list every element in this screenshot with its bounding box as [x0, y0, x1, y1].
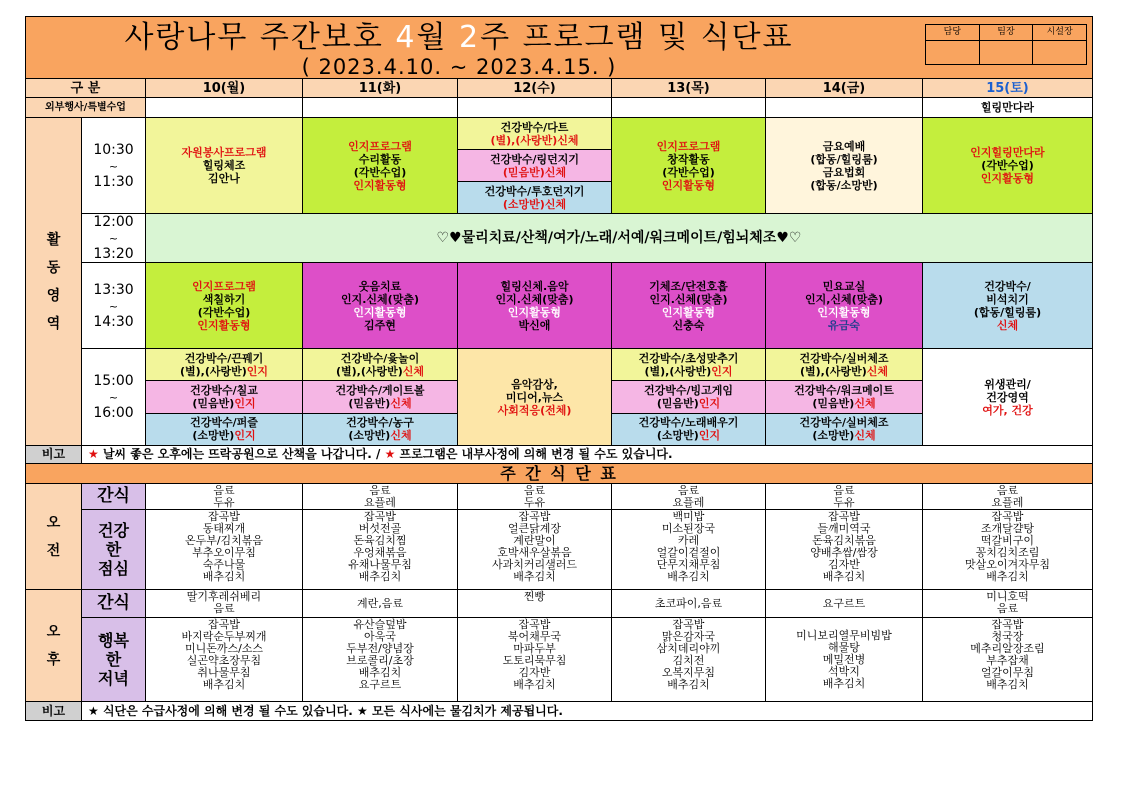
- am-snack-label: 간식: [82, 484, 146, 510]
- slot3-tue: 웃음치료 인지.신체(맞춤) 인지활동형 김주현: [303, 263, 458, 349]
- slot3-sat: 건강박수/ 비석치기 (합동/힐링룸) 신체: [923, 263, 1093, 349]
- lunch-tue: 잡곡밥 버섯전골 돈육김치찜 우엉채볶음 유채나물무침 배추김치: [303, 510, 458, 590]
- day-header: 11(화): [303, 79, 458, 98]
- day-header: 10(월): [146, 79, 303, 98]
- slot1-thu: 인지프로그램 창작활동 (각반수업) 인지활동형: [612, 118, 766, 214]
- am-snack-tue: 음료 요플레: [303, 484, 458, 510]
- am-snack-thu: 음료 요플레: [612, 484, 766, 510]
- sign-label: 담당: [926, 25, 980, 41]
- schedule-table: [25, 16, 1093, 721]
- time-slot-3: 13:30 ~ 14:30: [82, 263, 146, 349]
- page-title: 사랑나무 주간보호 4월 2주 프로그램 및 식단표: [124, 20, 794, 55]
- lunch-sat: 잡곡밥 조개달걀탕 떡갈비구이 꽁치김치조림 맛살오이겨자무침 배추김치: [923, 510, 1093, 590]
- pm-snack-mon: 딸기후레쉬베리 음료: [146, 590, 303, 618]
- note-label: 비고: [26, 446, 82, 464]
- day-header: 14(금): [766, 79, 923, 98]
- slot1-mon: 자원봉사프로그램 힐링체조 김안나: [146, 118, 303, 214]
- slot3-mon: 인지프로그램 색칠하기 (각반수업) 인지활동형: [146, 263, 303, 349]
- category-header: 구 분: [26, 79, 146, 98]
- time-slot-4: 15:00 ~ 16:00: [82, 349, 146, 446]
- activity-label: 활 동 영 역: [26, 118, 82, 446]
- slot4-wed: 음악감상, 미디어,뉴스 사회적응(전체): [458, 349, 612, 446]
- slot4-mon: 건강박수/끈꿰기 (별),(사랑반)인지 건강박수/칠교 (믿음반)인지 건강박수/퍼즐 (소망반)인지: [146, 349, 303, 446]
- slot1-fri: 금요예배 (합동/힐링룸) 금요법회 (합동/소망반): [766, 118, 923, 214]
- slot1-tue: 인지프로그램 수리활동 (각반수업) 인지활동형: [303, 118, 458, 214]
- dinner-tue: 유산슬덮밥 아욱국 두부전/양념장 브로콜리/초장 배추김치 요구르트: [303, 618, 458, 702]
- sign-box[interactable]: [979, 41, 1033, 65]
- slot4-thu: 건강박수/초성맞추기 (별),(사랑반)인지 건강박수/빙고게임 (믿음반)인지 건강박수/노래배우기 (소망반)인지: [612, 349, 766, 446]
- slot2-common: ♡♥물리치료/산책/여가/노래/서예/워크메이트/힘뇌체조♥♡: [146, 214, 1093, 263]
- note-menu: ★ 식단은 수급사정에 의해 변경 될 수도 있습니다. ★ 모든 식사에는 물김치가 제공됩니다.: [82, 702, 1093, 721]
- lunch-fri: 잡곡밥 들깨미역국 돈육김치볶음 양배추쌈/쌈장 김자반 배추김치: [766, 510, 923, 590]
- slot4-fri: 건강박수/실버체조 (별),(사랑반)신체 건강박수/워크메이트 (믿음반)신체 건강박수/실버체조 (소망반)신체: [766, 349, 923, 446]
- menu-title: 주 간 식 단 표: [26, 464, 1093, 484]
- slot4-tue: 건강박수/윷놀이 (별),(사랑반)신체 건강박수/게이트볼 (믿음반)신체 건강박수/농구 (소망반)신체: [303, 349, 458, 446]
- am-snack-mon: 음료 두유: [146, 484, 303, 510]
- special-label: 외부행사/특별수업: [26, 98, 146, 118]
- lunch-thu: 백미밥 미소된장국 카레 얼갈이겉절이 단무지채무침 배추김치: [612, 510, 766, 590]
- dinner-thu: 잡곡밥 맑은감자국 삼치데리야끼 김치전 오복지무침 배추김치: [612, 618, 766, 702]
- period-text: ( 2023.4.10. ~ 2023.4.15. ): [301, 55, 617, 79]
- day-header: 12(수): [458, 79, 612, 98]
- pm-snack-sat: 미니호떡 음료: [923, 590, 1093, 618]
- dinner-label: 행복 한 저녁: [82, 618, 146, 702]
- pm-label: 오 후: [26, 590, 82, 702]
- lunch-mon: 잡곡밥 동태찌개 온두부/김치볶음 부추오이무침 숙주나물 배추김치: [146, 510, 303, 590]
- slot3-thu: 기체조/단전호흡 인지.신체(맞춤) 인지활동형 신충숙: [612, 263, 766, 349]
- time-slot-1: 10:30 ~ 11:30: [82, 118, 146, 214]
- dinner-fri: 미니보리열무비빔밥 해물탕 메밀전병 석박지 배추김치: [766, 618, 923, 702]
- lunch-label: 건강 한 점심: [82, 510, 146, 590]
- sign-box[interactable]: [1033, 41, 1087, 65]
- am-snack-sat: 음료 요플레: [923, 484, 1093, 510]
- lunch-wed: 잡곡밥 얼큰닭계장 계란말이 호박새우살볶음 사과치커리샐러드 배추김치: [458, 510, 612, 590]
- slot4-sat: 위생관리/ 건강영역 여가, 건강: [923, 349, 1093, 446]
- pm-snack-thu: 초코파이,음료: [612, 590, 766, 618]
- time-slot-2: 12:00 ~ 13:20: [82, 214, 146, 263]
- am-snack-wed: 음료 두유: [458, 484, 612, 510]
- slot1-wed: 건강박수/다트 (별),(사랑반)신체 건강박수/링던지기 (믿음반)신체 건강박수/투호던지기 (소망반)신체: [458, 118, 612, 214]
- approval-box: [925, 24, 1087, 65]
- note-activity: ★ 날씨 좋은 오후에는 뜨락공원으로 산책을 나갑니다. / ★ 프로그램은 내부사정에 의해 변경 될 수도 있습니다.: [82, 446, 1093, 464]
- am-label: 오 전: [26, 484, 82, 590]
- am-snack-fri: 음료 두유: [766, 484, 923, 510]
- special-sat: 힐링만다라: [923, 98, 1093, 118]
- sign-box[interactable]: [926, 41, 980, 65]
- schedule-sheet: [25, 16, 1092, 721]
- slot3-wed: 힐링신체.음악 인지.신체(맞춤) 인지활동형 박신애: [458, 263, 612, 349]
- slot3-fri: 민요교실 인지,신체(맞춤) 인지활동형 유금숙: [766, 263, 923, 349]
- day-header-saturday: 15(토): [923, 79, 1093, 98]
- day-header: 13(목): [612, 79, 766, 98]
- sign-label: 시설장: [1033, 25, 1087, 41]
- sign-label: 팀장: [979, 25, 1033, 41]
- pm-snack-tue: 계란,음료: [303, 590, 458, 618]
- pm-snack-wed: 찐빵: [458, 590, 612, 618]
- slot1-sat: 인지힐링만다라 (각반수업) 인지활동형: [923, 118, 1093, 214]
- dinner-mon: 잡곡밥 바지락순두부찌개 미니돈까스/소스 실곤약초장무침 취나물무침 배추김치: [146, 618, 303, 702]
- pm-snack-fri: 요구르트: [766, 590, 923, 618]
- dinner-wed: 잡곡밥 북어채무국 마파두부 도토리묵무침 김자반 배추김치: [458, 618, 612, 702]
- pm-snack-label: 간식: [82, 590, 146, 618]
- dinner-sat: 잡곡밥 청국장 메추리알장조림 부추잡채 얼갈이무침 배추김치: [923, 618, 1093, 702]
- note-label: 비고: [26, 702, 82, 721]
- title-block: [26, 17, 1093, 79]
